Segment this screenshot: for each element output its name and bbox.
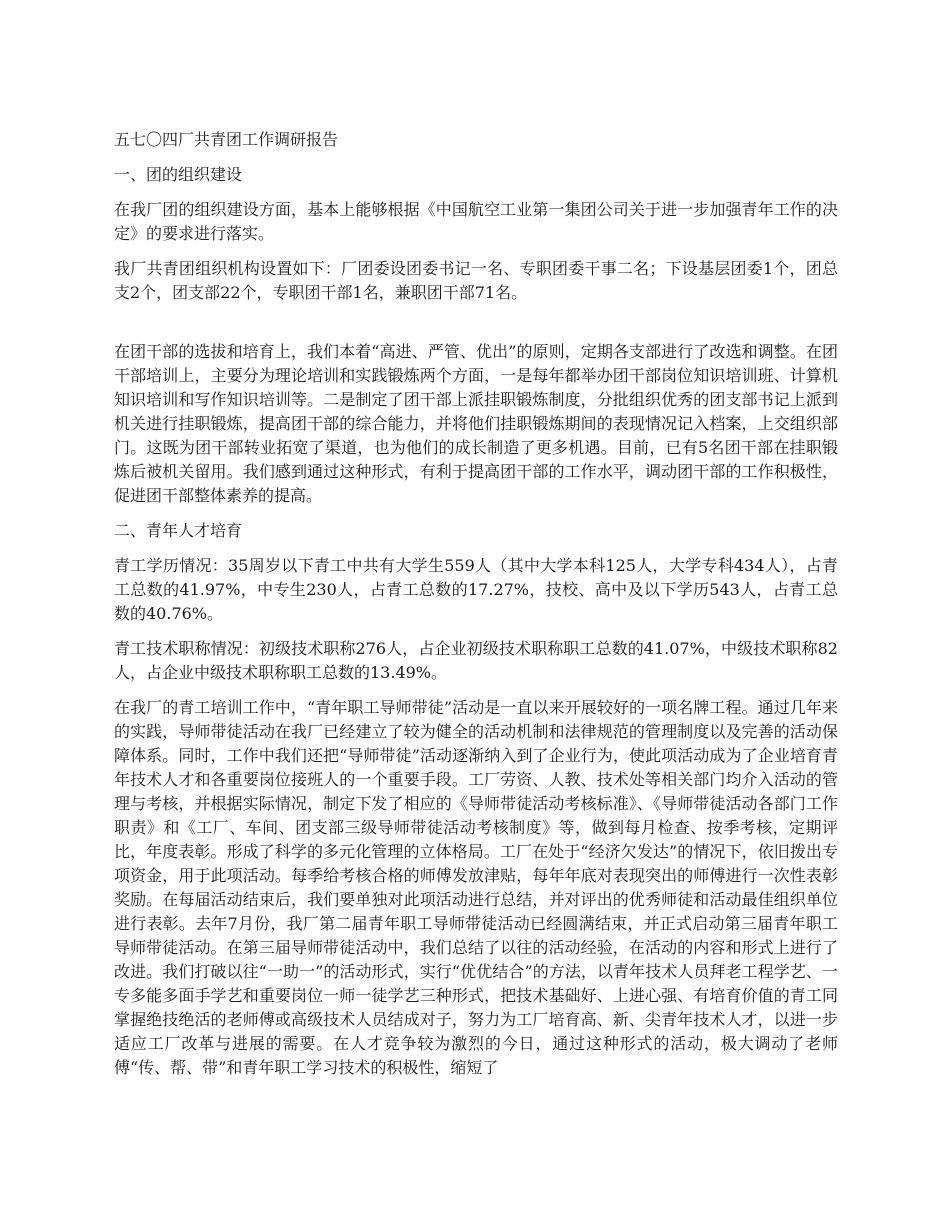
section-heading-talent: 二、青年人才培育	[114, 521, 243, 540]
paragraph-organization-structure: 我厂共青团组织机构设置如下：厂团委设团委书记一名、专职团委干事二名；下设基层团委1个，团总支2个，团支部22个，专职团干部1名，兼职团干部71名。	[114, 259, 838, 302]
paragraph-mentorship-program: 在我厂的青工培训工作中，“青年职工导师带徒”活动是一直以来开展较好的一项名牌工程。通过几年来的实践，导师带徒活动在我厂已经建立了较为健全的活动机制和法律规范的管理制度以及完善的活动保障体系。同时，工作中我们还把“导师带徒”活动逐渐纳入到了企业行为，使此项活动成为了企业培育青年技术人才和各重要岗位接班人的一个重要手段。工厂劳资、人教、技术处等相关部门均介入活动的管理与考核，并根据实际情况，制定下发了相应的《导师带徒活动考核标准》、《导师带徒活动各部门工作职责》和《工厂、车间、团支部三级导师带徒活动考核制度》等，做到每月检查、按季考核，定期评比，年度表彰。形成了科学的多元化管理的立体格局。工厂在处于“经济欠发达”的情况下，依旧拨出专项资金，用于此项活动。每季给考核合格的师傅发放津贴，每年年底对表现突出的师傅进行一次性表彰奖励。在每届活动结束后，我们要单独对此项活动进行总结，并对评出的优秀师徒和活动最佳组织单位进行表彰。去年7月份，我厂第二届青年职工导师带徒活动已经圆满结束，并正式启动第三届青年职工导师带徒活动。在第三届导师带徒活动中，我们总结了以往的活动经验，在活动的内容和形式上进行了改进。我们打破以往“一助一”的活动形式，实行“优优结合”的方法，以青年技术人员拜老工程学艺、一专多能多面手学艺和重要岗位一师一徒学艺三种形式，把技术基础好、上进心强、有培育价值的青工同掌握绝技绝活的老师傅或高级技术人员结成对子，努力为工厂培育高、新、尖青年技术人才，以进一步适应工厂改革与进展的需要。在人才竞争较为激烈的今日，通过这种形式的活动，极大调动了老师傅“传、帮、带”和青年职工学习技术的积极性，缩短了	[114, 698, 838, 1077]
paragraph-education-stats: 青工学历情况：35周岁以下青工中共有大学生559人（其中大学本科125人，大学专科434人），占青工总数的41.97%，中专生230人，占青工总数的17.27%，技校、高中及以下学历543人，占青工总数的40.76%。	[114, 556, 838, 623]
document-title: 五七〇四厂共青团工作调研报告	[114, 130, 339, 149]
paragraph-organization-overview: 在我厂团的组织建设方面，基本上能够根据《中国航空工业第一集团公司关于进一步加强青年工作的决定》的要求进行落实。	[114, 200, 838, 243]
paragraph-title-stats: 青工技术职称情况：初级技术职称276人，占企业初级技术职称职工总数的41.07%，中级技术职称82人，占企业中级技术职称职工总数的13.49%。	[114, 639, 838, 682]
document-body	[114, 128, 838, 1091]
paragraph-cadre-training: 在团干部的选拔和培育上，我们本着“高进、严管、优出”的原则，定期各支部进行了改选和调整。在团干部培训上，主要分为理论培训和实践锻炼两个方面，一是每年都举办团干部岗位知识培训班、计算机知识培训和写作知识培训等。二是制定了团干部上派挂职锻炼制度，分批组织优秀的团支部书记上派到机关进行挂职锻炼，提高团干部的综合能力，并将他们挂职锻炼期间的表现情况记入档案，上交组织部门。这既为团干部转业拓宽了渠道，也为他们的成长制造了更多机遇。目前，已有5名团干部在挂职锻炼后被机关留用。我们感到通过这种形式，有利于提高团干部的工作水平，调动团干部的工作积极性，促进团干部整体素养的提高。	[114, 342, 838, 505]
section-heading-organization: 一、团的组织建设	[114, 165, 243, 184]
